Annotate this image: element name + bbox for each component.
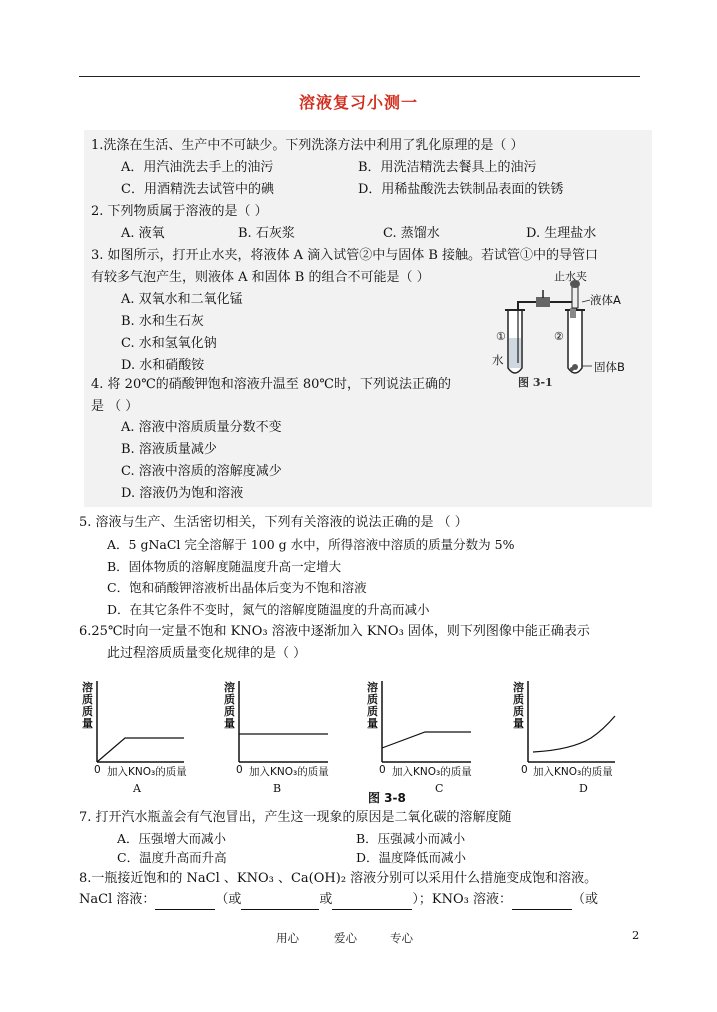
- q7-option-a: A．压强增大而减小: [117, 831, 227, 846]
- graph-b-ylabel: 溶质质量: [224, 681, 235, 730]
- graph-d-letter: D: [579, 782, 588, 795]
- q1-stem: 1.洗涤在生活、生产中不可缺少。下列洗涤方法中利用了乳化原理的是（ ）: [91, 138, 524, 153]
- q7-option-b: B．压强减小而减小: [356, 831, 466, 846]
- q2-option-c: C. 蒸馏水: [383, 226, 440, 241]
- solid-b-label: 固体B: [594, 360, 625, 374]
- q5-option-d: D．在其它条件不变时，氮气的溶解度随温度的升高而减小: [107, 602, 430, 617]
- graph-c: [365, 676, 495, 798]
- q5-option-b: B．固体物质的溶解度随温度升高一定增大: [107, 559, 342, 574]
- q2-stem: 2. 下列物质属于溶液的是（ ）: [91, 204, 268, 219]
- q8-or-1: （或: [215, 892, 242, 907]
- tube-2-label: ②: [554, 330, 564, 343]
- graphs-caption: 图 3-8: [368, 791, 406, 805]
- graph-a: [80, 676, 210, 798]
- q3-option-c: C. 水和氢氧化钠: [121, 336, 217, 351]
- q8-blank-1[interactable]: [155, 895, 215, 910]
- test-tube-figure: [488, 268, 648, 388]
- test-tube-2: [568, 310, 582, 373]
- q2-option-a: A. 液氧: [121, 226, 165, 241]
- q2-option-b: B. 石灰浆: [238, 226, 295, 241]
- q5-stem: 5. 溶液与生产、生活密切相关，下列有关溶液的说法正确的是 （ ）: [79, 515, 468, 530]
- q4-stem-line2: 是 （ ）: [91, 399, 139, 414]
- q1-option-a: A．用汽油洗去手上的油污: [121, 160, 274, 175]
- q3-option-b: B. 水和生石灰: [121, 314, 204, 329]
- graph-c-curve: [382, 732, 471, 748]
- header-rule: [79, 76, 640, 77]
- q8-or-2: 或: [319, 892, 333, 907]
- graph-d-ylabel: 溶质质量: [513, 681, 524, 730]
- q3-stem-line2: 有较多气泡产生，则液体 A 和固体 B 的组合不可能是（ ）: [91, 270, 430, 285]
- q6-stem-line1: 6.25℃时向一定量不饱和 KNO₃ 溶液中逐渐加入 KNO₃ 固体，则下列图像中能正确表示: [79, 624, 590, 639]
- water-label: 水: [492, 353, 504, 367]
- clamp-icon: [536, 297, 550, 307]
- q8-blank-2[interactable]: [241, 895, 319, 910]
- clamp-label: 止水夹: [554, 270, 587, 283]
- q7-option-d: D．温度降低而减小: [356, 850, 467, 865]
- q4-option-a: A. 溶液中溶质质量分数不变: [121, 420, 282, 435]
- page-number: 2: [632, 928, 640, 942]
- graph-a-origin: 0: [94, 764, 101, 776]
- footer-item-2: 爱心: [334, 931, 357, 945]
- q4-option-c: C. 溶液中溶质的溶解度减少: [121, 464, 282, 479]
- page-title: 溶液复习小测一: [298, 93, 418, 112]
- q8-kno3-label: ）；KNO₃ 溶液：: [412, 892, 512, 907]
- graph-d: [511, 676, 646, 798]
- graph-c-ylabel: 溶质质量: [367, 681, 378, 730]
- figure-caption: 图 3-1: [518, 376, 553, 389]
- graph-a-letter: A: [133, 782, 141, 795]
- q3-option-a: A. 双氧水和二氧化锰: [121, 292, 243, 307]
- q4-option-b: B. 溶液质量减少: [121, 442, 217, 457]
- graph-d-origin: 0: [521, 764, 528, 776]
- tube-1-label: ①: [496, 330, 506, 343]
- q8-line1: 8.一瓶接近饱和的 NaCl 、KNO₃ 、Ca(OH)₂ 溶液分别可以采用什么措施变成饱和溶液。: [79, 871, 598, 886]
- graph-b-origin: 0: [236, 764, 243, 776]
- graph-a-ylabel: 溶质质量: [82, 681, 93, 730]
- q5-option-a: A．5 gNaCl 完全溶解于 100 g 水中，所得溶液中溶质的质量分数为 5%: [107, 537, 515, 552]
- graph-b: [222, 676, 352, 798]
- q3-option-d: D. 水和硝酸铵: [121, 358, 205, 373]
- footer-item-3: 专心: [390, 931, 413, 945]
- graph-d-curve: [533, 716, 615, 752]
- q1-option-c: C．用酒精洗去试管中的碘: [121, 182, 274, 197]
- graph-b-letter: B: [273, 782, 282, 795]
- liquid-a-label: 液体A: [590, 293, 621, 307]
- q7-option-c: C．温度升高而升高: [117, 850, 227, 865]
- graph-a-curve: [97, 738, 184, 762]
- q4-option-d: D. 溶液仍为饱和溶液: [121, 486, 244, 501]
- q1-option-d: D．用稀盐酸洗去铁制品表面的铁锈: [358, 182, 564, 197]
- q2-option-d: D. 生理盐水: [526, 226, 597, 241]
- q1-option-b: B．用洗洁精洗去餐具上的油污: [358, 160, 537, 175]
- q8-blank-3[interactable]: [332, 895, 412, 910]
- q8-or-3: （或: [572, 892, 599, 907]
- graph-b-xlabel: 加入KNO₃的质量: [249, 766, 329, 778]
- q6-stem-line2: 此过程溶质质量变化规律的是（ ）: [107, 646, 307, 661]
- graph-d-xlabel: 加入KNO₃的质量: [533, 766, 613, 778]
- q8-blank-4[interactable]: [512, 895, 572, 910]
- graph-c-origin: 0: [379, 764, 386, 776]
- q8-line2: [79, 890, 598, 910]
- graph-c-xlabel: 加入KNO₃的质量: [392, 766, 472, 778]
- q8-nacl-label: NaCl 溶液：: [79, 892, 156, 907]
- q3-stem-line1: 3. 如图所示，打开止水夹，将液体 A 滴入试管②中与固体 B 接触。若试管①中的导管口: [91, 248, 599, 263]
- footer-item-1: 用心: [276, 931, 299, 945]
- q7-stem: 7. 打开汽水瓶盖会有气泡冒出，产生这一现象的原因是二氧化碳的溶解度随: [79, 810, 512, 825]
- q4-stem-line1: 4. 将 20℃的硝酸钾饱和溶液升温至 80℃时，下列说法正确的: [91, 377, 451, 392]
- q5-option-c: C．饱和硝酸钾溶液析出晶体后变为不饱和溶液: [107, 580, 367, 595]
- graph-a-xlabel: 加入KNO₃的质量: [107, 766, 187, 778]
- graph-c-letter: C: [435, 782, 444, 795]
